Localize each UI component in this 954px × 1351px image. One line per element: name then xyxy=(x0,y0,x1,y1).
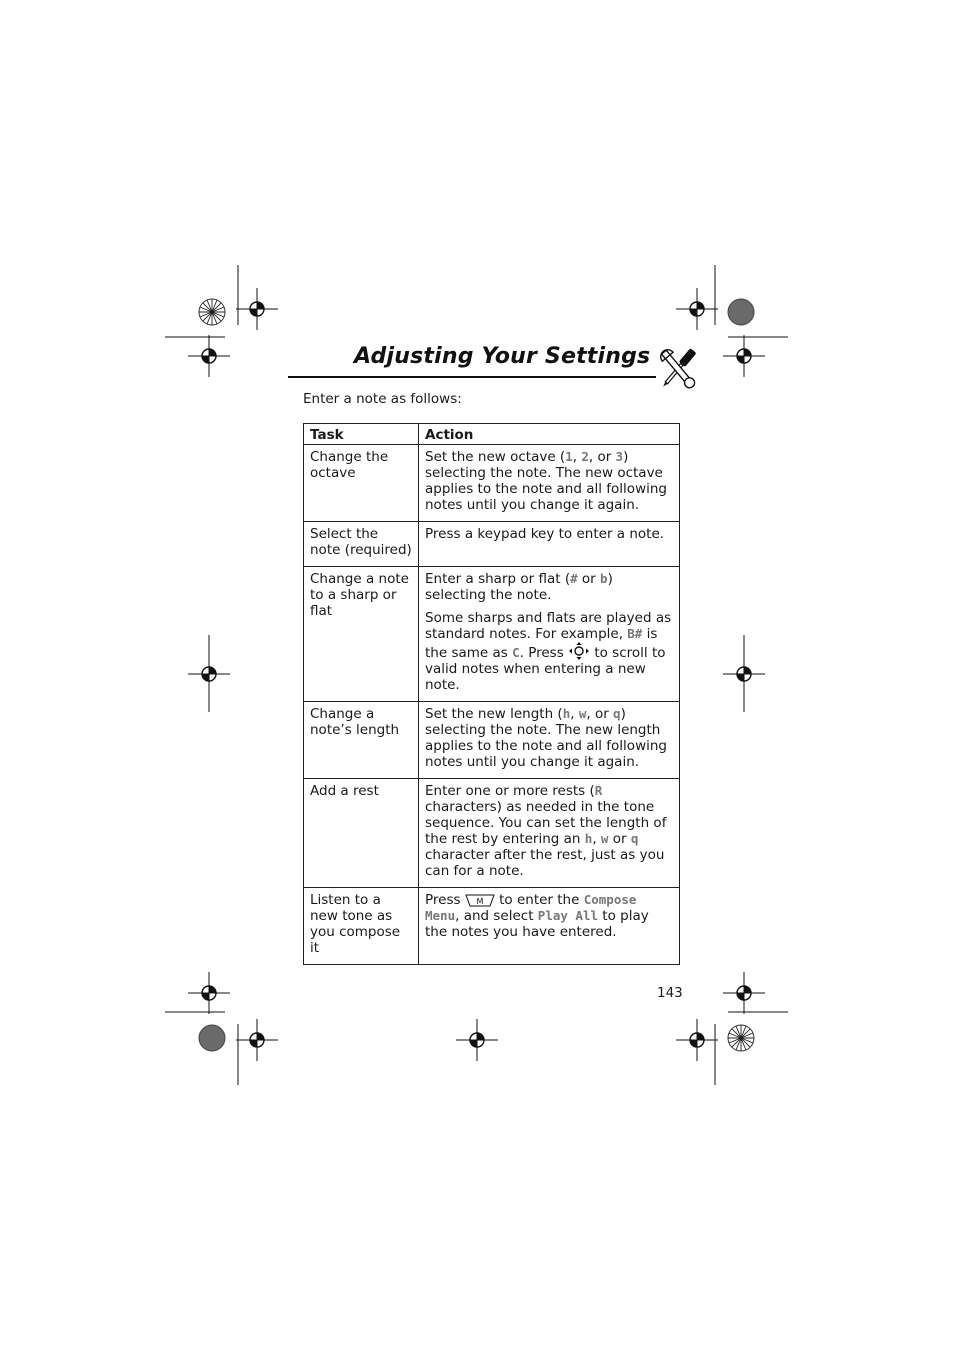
key-label: R xyxy=(594,783,603,798)
key-label: 1 xyxy=(565,449,573,464)
action-text: to scroll to valid notes when entering a new note. xyxy=(425,645,666,693)
intro-text: Enter a note as follows: xyxy=(303,391,462,407)
key-label: # xyxy=(570,571,578,586)
action-text: ) selecting the note. The new octave applies to the note and all following notes until you change it again. xyxy=(425,449,667,513)
table-row xyxy=(304,702,680,779)
table-row xyxy=(304,445,680,522)
key-label: q xyxy=(630,831,639,846)
action-text: Enter a sharp or flat ( xyxy=(425,571,571,587)
menu-name-label: Compose Menu xyxy=(425,892,637,923)
action-text: Set the new octave ( xyxy=(425,449,566,465)
action-text: Press xyxy=(425,892,465,908)
action-text: or xyxy=(577,571,601,587)
note-entry-table xyxy=(303,423,680,965)
action-text: to enter the xyxy=(494,892,584,908)
screwdriver-wrench-icon xyxy=(652,345,704,393)
table-row xyxy=(304,522,680,567)
key-label: B# xyxy=(627,626,643,641)
key-label: b xyxy=(600,571,608,586)
page-title: Adjusting Your Settings xyxy=(354,344,651,369)
action-text: Enter one or more rests ( xyxy=(425,783,595,799)
task-cell: Change the octave xyxy=(304,445,419,522)
key-label: C xyxy=(512,645,520,660)
page-number: 143 xyxy=(657,985,683,1001)
action-text: to play the notes you have entered. xyxy=(425,908,649,940)
task-cell: Add a rest xyxy=(304,779,419,888)
action-paragraph xyxy=(425,610,673,693)
task-cell: Change a note’s length xyxy=(304,702,419,779)
action-cell xyxy=(419,779,680,888)
table-row xyxy=(304,888,680,965)
action-cell xyxy=(419,702,680,779)
action-cell xyxy=(419,888,680,965)
menu-key-icon xyxy=(465,893,495,907)
action-text: , xyxy=(572,449,582,465)
action-text: , or xyxy=(586,706,614,722)
action-cell xyxy=(419,522,680,567)
task-cell: Listen to a new tone as you compose it xyxy=(304,888,419,965)
column-header-action: Action xyxy=(419,424,680,445)
key-label: 2 xyxy=(581,449,589,464)
action-text: character after the rest, just as you can for a note. xyxy=(425,847,665,879)
action-text: Set the new length ( xyxy=(425,706,563,722)
action-text: . Press xyxy=(519,645,569,661)
action-text: Some sharps and flats are played as standard notes. For example, xyxy=(425,610,672,642)
action-text: , xyxy=(592,831,601,847)
svg-text:M: M xyxy=(476,897,484,906)
action-text: , xyxy=(570,706,579,722)
key-label: h xyxy=(584,831,593,846)
task-cell: Change a note to a sharp or flat xyxy=(304,567,419,702)
action-text: or xyxy=(608,831,631,847)
key-label: w xyxy=(578,706,587,721)
table-row xyxy=(304,567,680,702)
task-cell: Select the note (required) xyxy=(304,522,419,567)
action-text: , and select xyxy=(455,908,538,924)
key-label: q xyxy=(613,706,621,721)
menu-option-label: Play All xyxy=(537,908,599,923)
column-header-task: Task xyxy=(304,424,419,445)
action-text: , or xyxy=(588,449,616,465)
action-text: is the same as xyxy=(425,626,658,661)
key-label: w xyxy=(600,831,609,846)
table-row xyxy=(304,779,680,888)
action-cell xyxy=(419,445,680,522)
action-paragraph xyxy=(425,571,673,603)
action-text: ) selecting the note. The new length applies to the note and all following notes until you change it again. xyxy=(425,706,667,770)
navigation-key-icon xyxy=(568,642,590,660)
title-underline xyxy=(288,376,656,378)
key-label: h xyxy=(562,706,571,721)
action-text: ) selecting the note. xyxy=(425,571,613,603)
action-text: Press a keypad key to enter a note. xyxy=(425,526,665,542)
key-label: 3 xyxy=(615,449,624,464)
action-text: characters) as needed in the tone sequence. You can set the length of the rest by entering an xyxy=(425,799,667,847)
table-header-row xyxy=(304,424,680,445)
action-cell xyxy=(419,567,680,702)
